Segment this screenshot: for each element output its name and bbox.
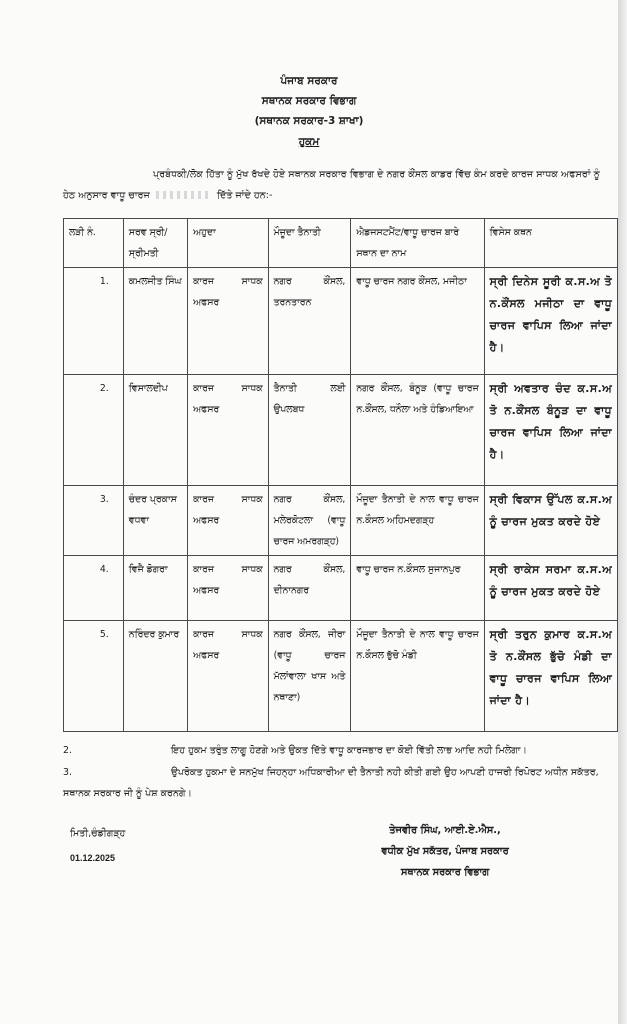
signatory-name: ਤੇਜਵੀਰ ਸਿੰਘ, ਆਈ.ਏ.ਐਸ., <box>389 825 501 836</box>
clause-3 <box>63 762 618 804</box>
cell-serial: 1. <box>64 268 124 375</box>
table-row <box>64 556 618 621</box>
clause-2 <box>63 740 618 761</box>
cell-post: ਕਾਰਜ ਸਾਧਕ ਅਫਸਰ <box>188 556 268 621</box>
cell-current-posting: ਨਗਰ ਕੌਂਸਲ, ਤਰਨਤਾਰਨ <box>268 268 351 375</box>
intro-text-end: ਦਿੱਤੇ ਜਾਂਦੇ ਹਨ:- <box>216 190 273 201</box>
order-title: ਹੁਕਮ <box>298 136 320 148</box>
cell-additional-charge: ਵਾਧੂ ਚਾਰਜ ਨ.ਕੌਸਲ ਸੁਜਾਨਪੁਰ <box>351 556 484 621</box>
order-date: 01.12.2025 <box>70 853 116 863</box>
cell-name: ਕਮਲਜੀਤ ਸਿੰਘ <box>123 268 187 375</box>
cell-post: ਕਾਰਜ ਸਾਧਕ ਅਫਸਰ <box>188 268 268 375</box>
cell-name: ਵਿਜੈ ਡੋਗਰਾ <box>123 556 187 621</box>
redacted-text <box>156 191 211 199</box>
government-heading: ਪੰਜਾਬ ਸਰਕਾਰ <box>280 75 338 87</box>
cell-current-posting: ਨਗਰ ਕੌਂਸਲ, ਮਲੇਰਕੋਟਲਾ (ਵਾਧੂ ਚਾਰਜ ਅਮਰਗੜ੍ਹ) <box>268 486 351 556</box>
cell-remark: ਸ੍ਰੀ ਦਿਨੇਸ ਸੂਰੀ ਕ.ਸ.ਅ ਤੋ ਨ.ਕੌਂਸਲ ਮਜੀਠਾ ਦਾ ਵਾਧੂ ਚਾਰਜ ਵਾਪਿਸ ਲਿਆ ਜਾਂਦਾ ਹੈ। <box>484 268 617 375</box>
branch-heading: (ਸਥਾਨਕ ਸਰਕਾਰ-3 ਸ਼ਾਖਾ) <box>254 115 364 127</box>
intro-paragraph <box>63 164 613 206</box>
department-heading: ਸਥਾਨਕ ਸਰਕਾਰ ਵਿਭਾਗ <box>261 95 357 107</box>
cell-current-posting: ਨਗਰ ਕੌਂਸਲ, ਦੀਨਾਨਗਰ <box>268 556 351 621</box>
intro-text: ਪ੍ਰਬੰਧਕੀ/ਲੋਕ ਹਿੱਤਾ ਨੂੰ ਮੁੱਖ ਰੱਖਦੇ ਹੋਏ ਸਥਾਨਕ ਸਰਕਾਰ ਵਿਭਾਗ ਦੇ ਨਗਰ ਕੌਂਸਲ ਕਾਡਰ ਵਿੱਚ ਕੰਮ ਕਰਦੇ ਕਾਰਜ ਸਾਧਕ ਅਫਸਰਾਂ ਨੂੰ ਹੇਠ ਅਨੁਸਾਰ ਵਾਧੂ ਚਾਰਜ <box>63 169 600 201</box>
cell-post: ਕਾਰਜ ਸਾਧਕ ਅਫਸਰ <box>188 621 268 732</box>
cell-post: ਕਾਰਜ ਸਾਧਕ ਅਫਸਰ <box>188 375 268 486</box>
cell-additional-charge: ਮੌਜੂਦਾ ਤੈਨਾਤੀ ਦੇ ਨਾਲ ਵਾਧੂ ਚਾਰਜ ਨ.ਕੌਸਲ ਭੁੱਚੋ ਮੰਡੀ <box>351 621 484 732</box>
cell-remark: ਸ੍ਰੀ ਵਿਕਾਸ ਉੱਪਲ ਕ.ਸ.ਅ ਨੂੰ ਚਾਰਜ ਮੁਕਤ ਕਰਦੇ ਹੋਏ <box>484 486 617 556</box>
cell-serial: 3. <box>64 486 124 556</box>
clause-number: 3. <box>63 767 73 778</box>
cell-additional-charge: ਵਾਧੂ ਚਾਰਜ ਨਗਰ ਕੌਂਸਲ, ਮਜੀਠਾ <box>351 268 484 375</box>
cell-serial: 5. <box>64 621 124 732</box>
cell-post: ਕਾਰਜ ਸਾਧਕ ਅਫਸਰ <box>188 486 268 556</box>
cell-remark: ਸ੍ਰੀ ਤਰੁਨ ਕੁਮਾਰ ਕ.ਸ.ਅ ਤੋ ਨ.ਕੌਂਸਲ ਭੁੱਚੋ ਮੰਡੀ ਦਾ ਵਾਧੂ ਚਾਰਜ ਵਾਪਿਸ ਲਿਆ ਜਾਂਦਾ ਹੈ। <box>484 621 617 732</box>
signatory-department: ਸਥਾਨਕ ਸਰਕਾਰ ਵਿਭਾਗ <box>400 867 490 878</box>
column-header-name: ਸਰਵ ਸ੍ਰੀ/ਸ੍ਰੀਮਤੀ <box>123 219 187 268</box>
cell-current-posting: ਨਗਰ ਕੌਂਸਲ, ਜੀਰਾ (ਵਾਧੂ ਚਾਰਜ ਮੱਲਾਂਵਾਲਾ ਖਾਸ ਅਤੇ ਨਥਾਣਾ) <box>268 621 351 732</box>
cell-additional-charge: ਨਗਰ ਕੌਂਸਲ, ਬੰਨੂੜ (ਵਾਧੂ ਚਾਰਜ ਨ.ਕੌਂਸਲ, ਧਨੌਲਾ ਅਤੇ ਹੰਡਿਆਇਆ <box>351 375 484 486</box>
column-header-current-posting: ਮੌਜੂਦਾ ਤੈਨਾਤੀ <box>268 219 351 268</box>
column-header-post: ਅਹੁਦਾ <box>188 219 268 268</box>
orders-table <box>63 218 618 732</box>
cell-name: ਨਰਿੰਦਰ ਕੁਮਾਰ <box>123 621 187 732</box>
table-row <box>64 375 618 486</box>
clause-number: 2. <box>63 745 73 756</box>
table-header-row <box>64 219 618 268</box>
signatory-designation: ਵਧੀਕ ਮੁੱਖ ਸਕੱਤਰ, ਪੰਜਾਬ ਸਰਕਾਰ <box>381 846 509 857</box>
cell-name: ਵਿਸਾਲਦੀਪ <box>123 375 187 486</box>
cell-current-posting: ਤੈਨਾਤੀ ਲਈ ਉਪਲਬਧ <box>268 375 351 486</box>
cell-serial: 4. <box>64 556 124 621</box>
clause-text: ਉਪਰੋਕਤ ਹੁਕਮਾ ਦੇ ਸਨਮੁੱਖ ਜਿਹਨ੍ਹਾ ਅਧਿਕਾਰੀਆ ਦੀ ਤੈਨਾਤੀ ਨਹੀ ਕੀਤੀ ਗਈ ਉਹ ਆਪਣੀ ਹਾਜਰੀ ਰਿਪੋਰਟ ਅਧੀਨ ਸਕੱਤਰ, ਸਥਾਨਕ ਸਰਕਾਰ ਜੀ ਨੂੰ ਪੇਸ਼ ਕਰਨਗੇ। <box>63 767 599 799</box>
signature-block <box>330 820 560 883</box>
column-header-additional-charge: ਐਡਜਸਟਮੈਂਟ/ਵਾਧੂ ਚਾਰਜ ਬਾਰੇ ਸਥਾਨ ਦਾ ਨਾਮ <box>351 219 484 268</box>
cell-additional-charge: ਮੌਜੂਦਾ ਤੈਨਾਤੀ ਦੇ ਨਾਲ ਵਾਧੂ ਚਾਰਜ ਨ.ਕੌਸਲ ਅਹਿਮਦਗੜ੍ਹ <box>351 486 484 556</box>
cell-remark: ਸ੍ਰੀ ਰਾਕੇਸ ਸਰਮਾ ਕ.ਸ.ਅ ਨੂੰ ਚਾਰਜ ਮੁਕਤ ਕਰਦੇ ਹੋਏ <box>484 556 617 621</box>
column-header-remarks: ਵਿਸੇਸ ਕਥਨ <box>484 219 617 268</box>
column-header-serial: ਲੜੀ ਨੰ. <box>64 219 124 268</box>
table-row <box>64 621 618 732</box>
table-row <box>64 486 618 556</box>
cell-serial: 2. <box>64 375 124 486</box>
cell-remark: ਸ੍ਰੀ ਅਵਤਾਰ ਚੰਦ ਕ.ਸ.ਅ ਤੋ ਨ.ਕੌਂਸਲ ਬੰਨੂੜ ਦਾ ਵਾਧੂ ਚਾਰਜ ਵਾਪਿਸ ਲਿਆ ਜਾਂਦਾ ਹੈ। <box>484 375 617 486</box>
clause-text: ਇਹ ਹੁਕਮ ਤਰੁੰਤ ਲਾਗੂ ਹੋਣਗੇ ਅਤੇ ਉਕਤ ਦਿੱਤੇ ਵਾਧੂ ਕਾਰਜਭਾਰ ਦਾ ਕੋਈ ਵਿੱਤੀ ਲਾਭ ਆਦਿ ਨਹੀ ਮਿਲੇਗਾ। <box>171 745 527 756</box>
cell-name: ਚੰਦਰ ਪ੍ਰਕਾਸ ਵਧਵਾ <box>123 486 187 556</box>
place-label: ਮਿਤੀ,ਚੰਡੀਗੜ੍ਹ <box>70 828 126 839</box>
table-row <box>64 268 618 375</box>
date-block <box>70 822 125 870</box>
page-edge-shadow <box>618 0 627 1024</box>
